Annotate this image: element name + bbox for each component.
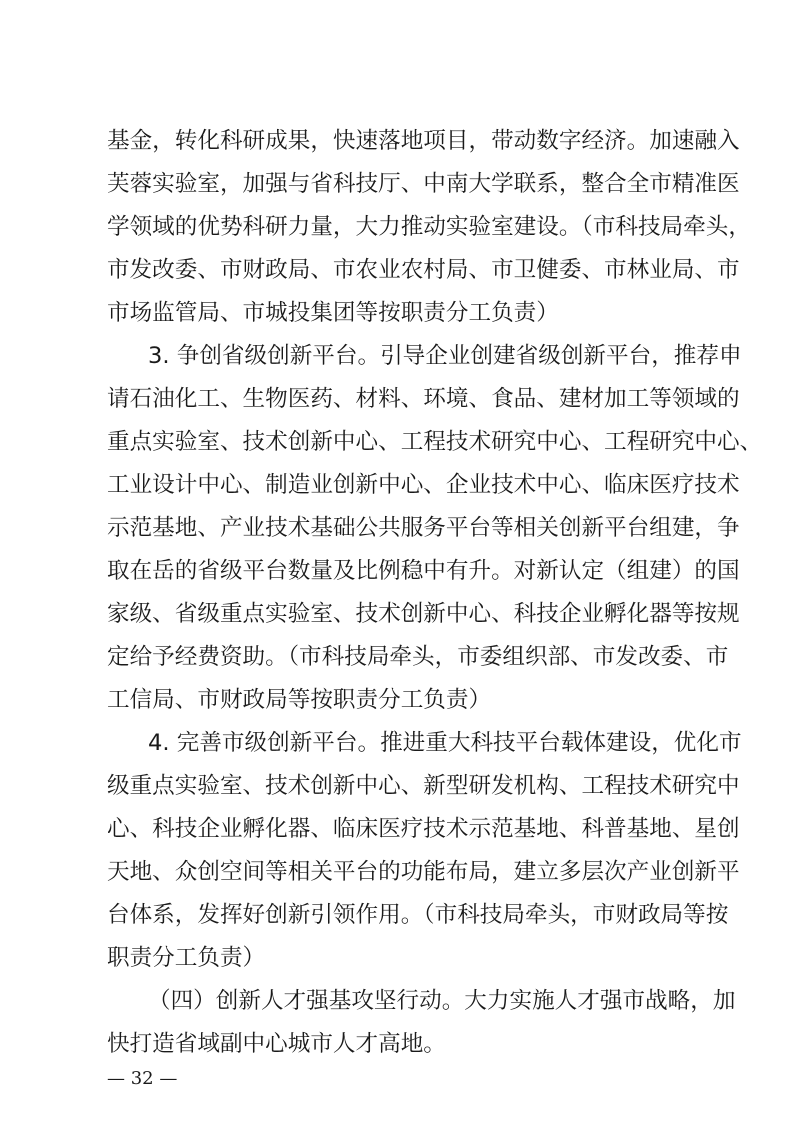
text-line: 基金，转化科研成果，快速落地项目，带动数字经济。加速融入 (107, 128, 740, 154)
text-line: 重点实验室、技术创新中心、工程技术研究中心、工程研究中心、 (107, 429, 763, 455)
paragraph-heading-line: 3. 争创省级创新平台。引导企业创建省级创新平台，推荐申 (148, 343, 742, 369)
page-number: — 32 — (107, 1068, 178, 1089)
text-line: 天地、众创空间等相关平台的功能布局，建立多层次产业创新平 (107, 859, 740, 885)
text-line: 快打造省域副中心城市人才高地。 (107, 1031, 446, 1057)
text-line: 级重点实验室、技术创新中心、新型研发机构、工程技术研究中 (107, 773, 740, 799)
text-line: 取在岳的省级平台数量及比例稳中有升。对新认定（组建）的国 (107, 558, 740, 584)
paragraph-heading-line: 4. 完善市级创新平台。推进重大科技平台载体建设，优化市 (148, 730, 742, 756)
text-line: 示范基地、产业技术基础公共服务平台等相关创新平台组建，争 (107, 515, 740, 541)
text-line: 市发改委、市财政局、市农业农村局、市卫健委、市林业局、市 (107, 257, 740, 283)
text-line: 工业设计中心、制造业创新中心、企业技术中心、临床医疗技术 (107, 472, 740, 498)
text-line: 职责分工负责） (107, 945, 266, 971)
text-line: 学领域的优势科研力量，大力推动实验室建设。（市科技局牵头， (107, 214, 751, 240)
text-line: 心、科技企业孵化器、临床医疗技术示范基地、科普基地、星创 (107, 816, 740, 842)
text-line: 定给予经费资助。（市科技局牵头，市委组织部、市发改委、市 (107, 644, 729, 670)
text-line: 市场监管局、市城投集团等按职责分工负责） (107, 300, 559, 326)
section-heading-line: （四）创新人才强基攻坚行动。大力实施人才强市战略，加 (148, 988, 736, 1014)
text-line: 工信局、市财政局等按职责分工负责） (107, 687, 492, 713)
text-line: 台体系，发挥好创新引领作用。（市科技局牵头，市财政局等按 (107, 902, 729, 928)
text-line: 家级、省级重点实验室、技术创新中心、科技企业孵化器等按规 (107, 601, 740, 627)
text-line: 芙蓉实验室，加强与省科技厅、中南大学联系，整合全市精准医 (107, 171, 740, 197)
text-line: 请石油化工、生物医药、材料、环境、食品、建材加工等领域的 (107, 386, 740, 412)
